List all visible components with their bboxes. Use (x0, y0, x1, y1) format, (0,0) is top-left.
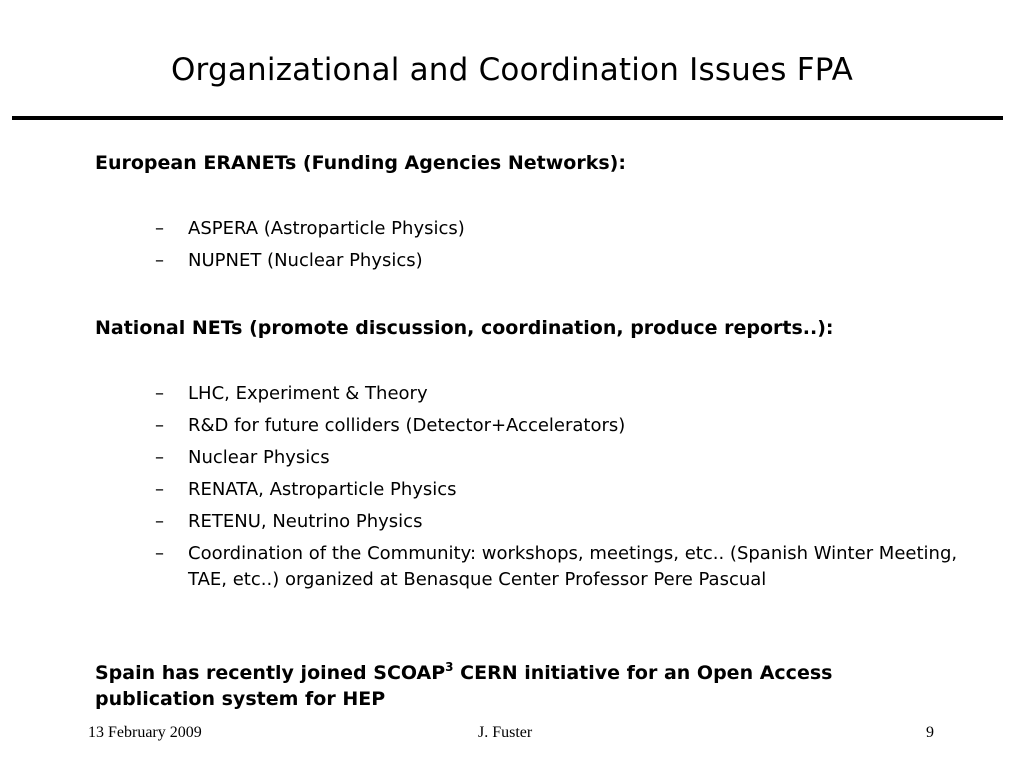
list-item-text: RETENU, Neutrino Physics (188, 511, 423, 532)
slide-title: Organizational and Coordination Issues FPA (170, 52, 854, 88)
bullet-dash: – (155, 479, 164, 500)
list-item (0, 541, 968, 593)
list-item (0, 413, 968, 439)
bullet-dash: – (155, 511, 164, 532)
closing-text-suffix: CERN initiative for an Open Access publication system for HEP (95, 662, 833, 710)
closing-text-prefix: Spain has recently joined SCOAP (95, 662, 446, 684)
bullet-dash: – (155, 447, 164, 468)
list-item-text: ASPERA (Astroparticle Physics) (188, 218, 465, 239)
list-item-text: LHC, Experiment & Theory (188, 383, 428, 404)
title-divider (12, 116, 1003, 120)
list-item (0, 445, 968, 471)
list-item-text: R&D for future colliders (Detector+Accelerators) (188, 415, 626, 436)
closing-superscript: 3 (445, 659, 454, 674)
list-item-text: RENATA, Astroparticle Physics (188, 479, 457, 500)
bullet-dash: – (155, 218, 164, 239)
list-item-text: Nuclear Physics (188, 447, 330, 468)
list-item-text: NUPNET (Nuclear Physics) (188, 250, 423, 271)
section-heading-eranets: European ERANETs (Funding Agencies Networks): (95, 152, 626, 174)
national-nets-list (0, 381, 968, 599)
list-item (0, 509, 968, 535)
list-item (0, 381, 968, 407)
list-item (0, 216, 968, 242)
eranets-list (0, 216, 968, 280)
closing-statement (95, 660, 895, 712)
footer-author: J. Fuster (478, 724, 533, 741)
bullet-dash: – (155, 383, 164, 404)
bullet-dash: – (155, 543, 164, 564)
list-item-text: Coordination of the Community: workshops, meetings, etc.. (Spanish Winter Meeting, TAE, etc..) organized at Benasque Center Professor Pere Pascual (188, 543, 958, 590)
list-item (0, 477, 968, 503)
list-item (0, 248, 968, 274)
footer-page-number: 9 (926, 724, 934, 741)
bullet-dash: – (155, 250, 164, 271)
footer-date: 13 February 2009 (88, 724, 202, 741)
section-heading-national-nets: National NETs (promote discussion, coordination, produce reports..): (95, 317, 834, 339)
bullet-dash: – (155, 415, 164, 436)
